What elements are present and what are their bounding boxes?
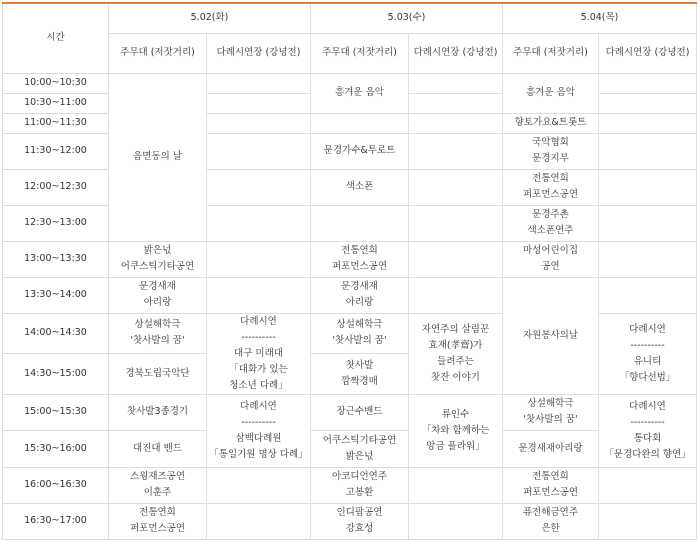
event-cell: 전통연희 퍼포먼스공연 <box>311 241 409 277</box>
empty-cell <box>599 503 697 539</box>
event-cell: 스윙재즈공연 이훈주 <box>109 467 207 503</box>
empty-cell <box>207 169 311 205</box>
event-cell: 흥겨운 음악 <box>503 73 599 113</box>
empty-cell <box>207 277 311 313</box>
time-slot: 14:30~15:00 <box>3 354 109 395</box>
empty-cell <box>207 73 311 93</box>
empty-cell <box>311 113 409 133</box>
time-slot: 12:30~13:00 <box>3 205 109 241</box>
empty-cell <box>409 467 503 503</box>
empty-cell <box>409 503 503 539</box>
empty-cell <box>599 133 697 169</box>
venue-sub-header: 다례시연장 (강녕전) <box>207 33 311 73</box>
event-cell: 아코디언연주 고봉환 <box>311 467 409 503</box>
event-cell: 인디팝공연 강효성 <box>311 503 409 539</box>
event-cell: 상설해학극 '찻사발의 꿈' <box>503 394 599 430</box>
event-cell: 다례시연 ---------- 유니티 「향다선법」 <box>599 313 697 394</box>
empty-cell <box>207 205 311 241</box>
schedule-table <box>2 2 697 540</box>
event-cell: 찻사발3종경기 <box>109 394 207 430</box>
venue-main-header: 주무대 (저잣거리) <box>503 33 599 73</box>
time-slot: 13:00~13:30 <box>3 241 109 277</box>
empty-cell <box>599 467 697 503</box>
empty-cell <box>599 73 697 93</box>
time-slot: 11:30~12:00 <box>3 133 109 169</box>
empty-cell <box>599 205 697 241</box>
empty-cell <box>207 93 311 113</box>
empty-cell <box>599 113 697 133</box>
empty-cell <box>207 467 311 503</box>
time-slot: 10:30~11:00 <box>3 93 109 113</box>
event-cell: 문경가수&투로트 <box>311 133 409 169</box>
event-cell: 찻사발 깜짝경매 <box>311 354 409 395</box>
day-header: 5.03(수) <box>311 3 503 33</box>
time-slot: 10:00~10:30 <box>3 73 109 93</box>
event-cell: 대진대 밴드 <box>109 430 207 467</box>
event-cell: 국악협회 문경지부 <box>503 133 599 169</box>
event-cell: 음면동의 날 <box>109 73 207 241</box>
event-cell: 장근수밴드 <box>311 394 409 430</box>
event-cell: 다례시연 ---------- 통다회 「문경다완의 향연」 <box>599 394 697 467</box>
time-header: 시간 <box>3 3 109 73</box>
day-header: 5.02(화) <box>109 3 311 33</box>
event-cell: 마성어린이집 공연 <box>503 241 599 277</box>
empty-cell <box>409 205 503 241</box>
empty-cell <box>409 73 503 93</box>
event-cell: 다례시연 ---------- 대구 미래대 「대화가 있는 청소년 다례」 <box>207 313 311 394</box>
event-cell: 전통연희 퍼포먼스공연 <box>109 503 207 539</box>
venue-sub-header: 다례시연장 (강녕전) <box>599 33 697 73</box>
time-slot: 15:00~15:30 <box>3 394 109 430</box>
empty-cell <box>311 205 409 241</box>
venue-sub-header: 다례시연장 (강녕전) <box>409 33 503 73</box>
empty-cell <box>599 93 697 113</box>
empty-cell <box>599 169 697 205</box>
event-cell: 경북도립국악단 <box>109 354 207 395</box>
empty-cell <box>409 113 503 133</box>
event-cell: 문경주촌 색소폰연주 <box>503 205 599 241</box>
empty-cell <box>409 169 503 205</box>
event-cell: 색소폰 <box>311 169 409 205</box>
time-slot: 14:00~14:30 <box>3 313 109 354</box>
event-cell: 상설해학극 '찻사발의 꿈' <box>311 313 409 354</box>
event-cell: 상설해학극 '찻사발의 꿈' <box>109 313 207 354</box>
event-cell: 흥겨운 음악 <box>311 73 409 113</box>
venue-main-header: 주무대 (저잣거리) <box>311 33 409 73</box>
empty-cell <box>599 241 697 277</box>
event-cell: 문경새재 아리랑 <box>311 277 409 313</box>
event-cell: 문경새재 아리랑 <box>109 277 207 313</box>
day-header: 5.04(목) <box>503 3 697 33</box>
event-cell: 밝은넋 어쿠스틱기타공연 <box>109 241 207 277</box>
event-cell: 자원봉사의날 <box>503 277 599 394</box>
event-cell: 문경새재아리랑 <box>503 430 599 467</box>
time-slot: 15:30~16:00 <box>3 430 109 467</box>
event-cell: 향토가요&트롯트 <box>503 113 599 133</box>
venue-main-header: 주무대 (저잣거리) <box>109 33 207 73</box>
event-cell: 어쿠스틱기타공연 밝은넋 <box>311 430 409 467</box>
empty-cell <box>409 133 503 169</box>
time-slot: 16:00~16:30 <box>3 467 109 503</box>
event-cell: 전통연희 퍼포먼스공연 <box>503 169 599 205</box>
time-slot: 13:30~14:00 <box>3 277 109 313</box>
event-cell: 류인수 「차와 함께하는 앙금 플라워」 <box>409 394 503 467</box>
event-cell: 퓨전해금연주 은한 <box>503 503 599 539</box>
empty-cell <box>409 277 503 313</box>
time-slot: 12:00~12:30 <box>3 169 109 205</box>
empty-cell <box>599 277 697 313</box>
event-cell: 다례시연 ---------- 삼백다례원 「통일기원 명상 다례」 <box>207 394 311 467</box>
empty-cell <box>207 241 311 277</box>
event-cell: 자연주의 살림꾼 효재(孝齋)가 들려주는 찻잔 이야기 <box>409 313 503 394</box>
empty-cell <box>409 241 503 277</box>
event-cell: 전통연희 퍼포먼스공연 <box>503 467 599 503</box>
empty-cell <box>409 93 503 113</box>
empty-cell <box>207 113 311 133</box>
empty-cell <box>207 133 311 169</box>
time-slot: 11:00~11:30 <box>3 113 109 133</box>
empty-cell <box>207 503 311 539</box>
time-slot: 16:30~17:00 <box>3 503 109 539</box>
